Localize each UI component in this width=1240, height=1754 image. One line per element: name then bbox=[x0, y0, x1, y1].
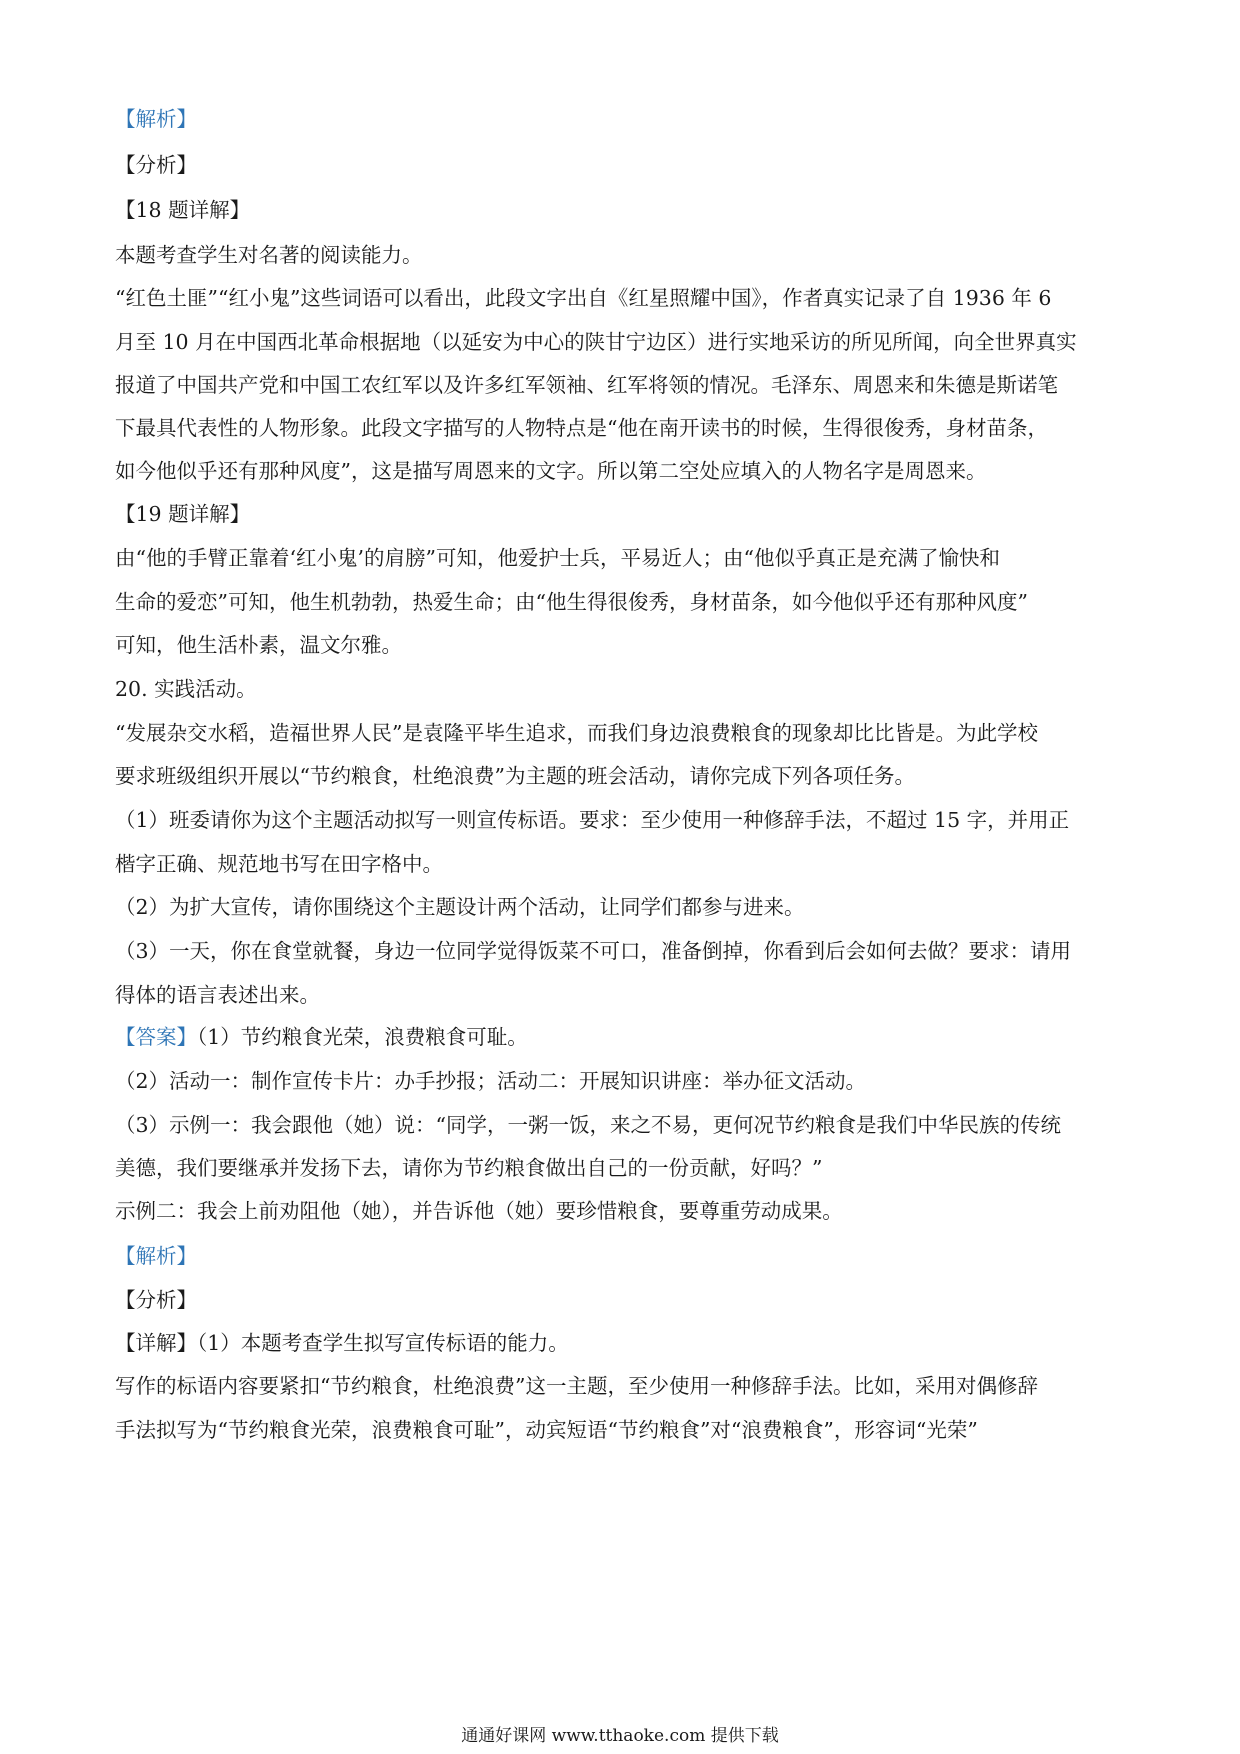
text-line bbox=[115, 718, 1130, 748]
section-marker: 【解析】 bbox=[115, 1244, 197, 1268]
line-text: 20. 实践活动。 bbox=[115, 677, 257, 701]
text-line bbox=[115, 936, 1130, 966]
text-line bbox=[115, 240, 1130, 270]
text-line bbox=[115, 1415, 1130, 1445]
line-text: 如今他似乎还有那种风度”，这是描写周恩来的文字。所以第二空处应填入的人物名字是周恩来。 bbox=[115, 459, 987, 483]
line-text: 【18 题详解】 bbox=[115, 198, 251, 222]
text-line bbox=[115, 195, 1130, 225]
line-text: 要求班级组织开展以“节约粮食，杜绝浪费”为主题的班会活动，请你完成下列各项任务。 bbox=[115, 764, 915, 788]
line-text: 【分析】 bbox=[115, 153, 197, 177]
line-text: 楷字正确、规范地书写在田字格中。 bbox=[115, 852, 443, 876]
line-text: 下最具代表性的人物形象。此段文字描写的人物特点是“他在南开读书的时候，生得很俊秀，身材苗条， bbox=[115, 416, 1048, 440]
text-line bbox=[115, 1371, 1130, 1401]
line-text: 示例二：我会上前劝阻他（她），并告诉他（她）要珍惜粮食，要尊重劳动成果。 bbox=[115, 1199, 843, 1223]
text-line bbox=[115, 761, 1130, 791]
line-text: “红色土匪”“红小鬼”这些词语可以看出，此段文字出自《红星照耀中国》，作者真实记录了自 1936 年 6 bbox=[115, 286, 1052, 310]
text-line bbox=[115, 849, 1130, 879]
page-footer: 通通好课网 www.tthaoke.com 提供下载 bbox=[461, 1726, 779, 1746]
line-text: 得体的语言表述出来。 bbox=[115, 983, 320, 1007]
line-text: （3）示例一：我会跟他（她）说：“同学，一粥一饭，来之不易，更何况节约粮食是我们中华民族的传统 bbox=[115, 1113, 1062, 1137]
text-line bbox=[115, 456, 1130, 486]
text-line bbox=[115, 892, 1130, 922]
line-text: （1）节约粮食光荣，浪费粮食可耻。 bbox=[197, 1025, 528, 1049]
text-line bbox=[115, 104, 1130, 134]
line-text: 生命的爱恋”可知，他生机勃勃，热爱生命；由“他生得很俊秀，身材苗条，如今他似乎还有那种风度” bbox=[115, 590, 1028, 614]
line-text: 可知，他生活朴素，温文尔雅。 bbox=[115, 633, 402, 657]
line-text: 报道了中国共产党和中国工农红军以及许多红军领袖、红军将领的情况。毛泽东、周恩来和朱德是斯诺笔 bbox=[115, 373, 1058, 397]
text-line bbox=[115, 370, 1130, 400]
line-text: 写作的标语内容要紧扣“节约粮食，杜绝浪费”这一主题，至少使用一种修辞手法。比如，采用对偶修辞 bbox=[115, 1374, 1038, 1398]
text-line bbox=[115, 1066, 1130, 1096]
section-marker: 【答案】 bbox=[115, 1025, 197, 1049]
line-text: （3）一天，你在食堂就餐，身边一位同学觉得饭菜不可口，准备倒掉，你看到后会如何去做？要求：请用 bbox=[115, 939, 1072, 963]
text-line bbox=[115, 980, 1130, 1010]
line-text: （2）为扩大宣传，请你围绕这个主题设计两个活动，让同学们都参与进来。 bbox=[115, 895, 805, 919]
text-line bbox=[115, 587, 1130, 617]
text-line bbox=[115, 1328, 1130, 1358]
text-line bbox=[115, 630, 1130, 660]
text-line bbox=[115, 283, 1130, 313]
text-line bbox=[115, 805, 1130, 835]
text-line bbox=[115, 1153, 1130, 1183]
text-line bbox=[115, 327, 1130, 357]
line-text: 由“他的手臂正靠着‘红小鬼’的肩膀”可知，他爱护士兵，平易近人；由“他似乎真正是充满了愉快和 bbox=[115, 546, 1000, 570]
text-line bbox=[115, 1241, 1130, 1271]
line-text: 本题考查学生对名著的阅读能力。 bbox=[115, 243, 423, 267]
line-text: 【19 题详解】 bbox=[115, 502, 251, 526]
line-text: 手法拟写为“节约粮食光荣，浪费粮食可耻”，动宾短语“节约粮食”对“浪费粮食”，形容词“光荣” bbox=[115, 1418, 978, 1442]
text-line bbox=[115, 1110, 1130, 1140]
text-line bbox=[115, 1196, 1130, 1226]
text-line bbox=[115, 499, 1130, 529]
text-line bbox=[115, 413, 1130, 443]
text-line bbox=[115, 1022, 1130, 1052]
text-line bbox=[115, 674, 1130, 704]
line-text: 【详解】（1）本题考查学生拟写宣传标语的能力。 bbox=[115, 1331, 569, 1355]
line-text: 【分析】 bbox=[115, 1288, 197, 1312]
text-line bbox=[115, 1285, 1130, 1315]
line-text: 美德，我们要继承并发扬下去，请你为节约粮食做出自己的一份贡献，好吗？” bbox=[115, 1156, 823, 1180]
line-text: （2）活动一：制作宣传卡片：办手抄报；活动二：开展知识讲座：举办征文活动。 bbox=[115, 1069, 867, 1093]
line-text: 月至 10 月在中国西北革命根据地（以延安为中心的陕甘宁边区）进行实地采访的所见所闻，向全世界真实 bbox=[115, 330, 1077, 354]
section-marker: 【解析】 bbox=[115, 107, 197, 131]
line-text: “发展杂交水稻，造福世界人民”是袁隆平毕生追求，而我们身边浪费粮食的现象却比比皆是。为此学校 bbox=[115, 721, 1038, 745]
text-line bbox=[115, 543, 1130, 573]
text-line bbox=[115, 150, 1130, 180]
line-text: （1）班委请你为这个主题活动拟写一则宣传标语。要求：至少使用一种修辞手法，不超过 15 字，并用正 bbox=[115, 808, 1070, 832]
